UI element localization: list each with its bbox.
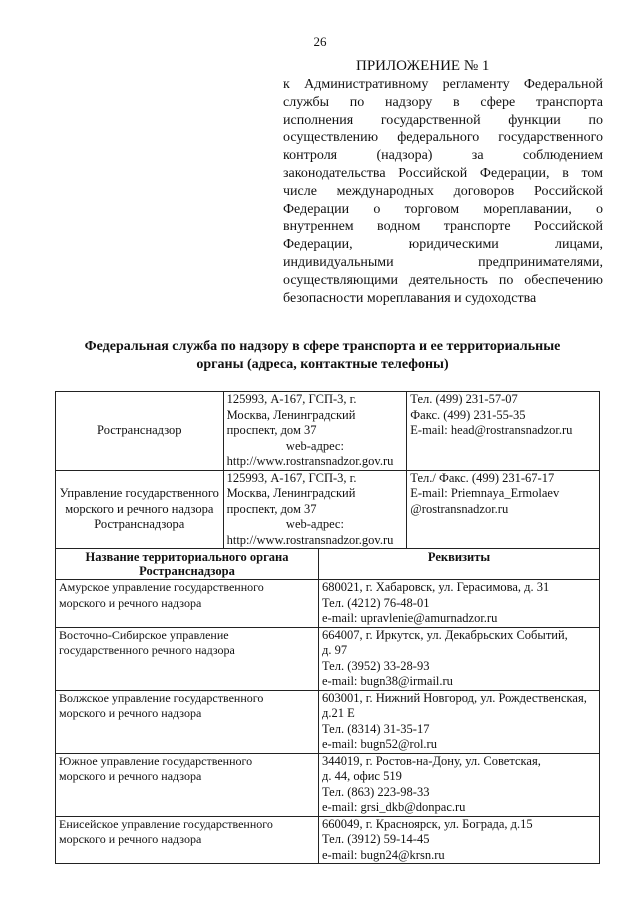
region-name (56, 627, 319, 690)
section-heading (40, 338, 605, 374)
appendix-line: Федерации о торговом мореплавании, о (283, 201, 603, 217)
appendix-line: службы по надзору в сфере транспорта (283, 94, 603, 110)
territorial-bodies-table (55, 548, 600, 864)
name-line: морского и речного надзора (59, 832, 202, 846)
region-name (56, 753, 319, 816)
name-line: морского и речного надзора (59, 706, 202, 720)
detail-line: Тел. (8314) 31-35-17 (322, 721, 430, 736)
appendix-line: к Административному регламенту Федеральной (283, 77, 603, 92)
table-row (56, 690, 600, 753)
region-name (56, 690, 319, 753)
name-line: государственного речного надзора (59, 643, 235, 657)
region-details (319, 627, 600, 690)
contact-line: E-mail: head@rostransnadzor.ru (410, 423, 573, 437)
detail-line: Тел. (4212) 76-48-01 (322, 595, 430, 610)
appendix-line: Федерации, юридическими лицами, (283, 237, 603, 253)
name-line: Южное управление государственного (59, 753, 253, 768)
agency-name (56, 470, 224, 549)
header-line: Ространснадзора (139, 564, 235, 578)
name-line: Управление государственного (59, 486, 219, 500)
detail-line: e-mail: bugn24@krsn.ru (322, 847, 445, 862)
contact-line: E-mail: Priemnaya_Ermolaev (410, 486, 560, 500)
agency-address (223, 392, 407, 471)
column-header-name (56, 549, 319, 580)
region-name (56, 816, 319, 864)
region-details (319, 580, 600, 628)
table-header-row (56, 549, 600, 580)
detail-line: д. 44, офис 519 (322, 769, 402, 783)
detail-line: 344019, г. Ростов-на-Дону, ул. Советская, (322, 753, 541, 768)
table-row (56, 470, 600, 549)
appendix-line: законодательства Российской Федерации, в том (283, 165, 603, 181)
name-line: морского и речного надзора (59, 595, 202, 610)
section-heading-line: Федеральная служба по надзору в сфере транспорта и ее территориальные (84, 339, 561, 354)
address-line: 125993, А-167, ГСП-3, г. (226, 392, 357, 406)
address-line: Москва, Ленинградский (226, 407, 356, 422)
column-header-details: Реквизиты (319, 549, 600, 580)
table-row (56, 753, 600, 816)
headquarters-table (55, 391, 600, 549)
web-label: web-адрес: (285, 517, 344, 531)
appendix-text (283, 76, 603, 307)
web-url: http://www.rostransnadzor.gov.ru (226, 532, 394, 547)
region-details (319, 816, 600, 864)
contact-line: Факс. (499) 231-55-35 (410, 407, 526, 422)
appendix-line: внутреннем водном транспорте Российской (283, 219, 603, 235)
agency-address (223, 470, 407, 549)
section-heading-line: органы (адреса, контактные телефоны) (196, 357, 449, 372)
name-line: Ространснадзора (94, 517, 185, 531)
appendix-line: осуществляющими деятельность по обеспечению (283, 272, 603, 288)
region-details (319, 690, 600, 753)
web-url: http://www.rostransnadzor.gov.ru (226, 454, 394, 468)
appendix-line: исполнения государственной функции по (283, 112, 603, 128)
name-line: морского и речного надзора (59, 769, 202, 783)
agency-name: Ространснадзор (56, 392, 224, 471)
address-line: проспект, дом 37 (226, 501, 317, 516)
region-name (56, 580, 319, 628)
detail-line: д.21 Е (322, 706, 355, 720)
address-line: Москва, Ленинградский (226, 486, 356, 500)
name-line: Амурское управление государственного (59, 580, 264, 594)
appendix-line: числе международных договоров Российской (283, 183, 603, 199)
name-line: Восточно-Сибирское управление (59, 627, 229, 642)
header-line: Название территориального органа (85, 550, 289, 564)
detail-line: e-mail: bugn38@irmail.ru (322, 674, 453, 688)
address-line: проспект, дом 37 (226, 423, 317, 437)
detail-line: д. 97 (322, 643, 348, 657)
page-number: 26 (313, 34, 327, 49)
detail-line: Тел. (3952) 33-28-93 (322, 658, 430, 673)
table-row (56, 816, 600, 864)
table-row (56, 627, 600, 690)
name-line: Волжское управление государственного (59, 690, 264, 705)
agency-contacts (407, 470, 600, 549)
name-line: морского и речного надзора (65, 501, 214, 516)
appendix-title: ПРИЛОЖЕНИЕ № 1 (356, 58, 490, 74)
table-row (56, 580, 600, 628)
table-row (56, 392, 600, 471)
detail-line: 664007, г. Иркутск, ул. Декабрьских Событий, (322, 627, 568, 642)
web-label: web-адрес: (285, 438, 344, 453)
name-line: Енисейское управление государственного (59, 816, 273, 831)
appendix-line: осуществлению федерального государственного (283, 130, 603, 146)
contact-line: @rostransnadzor.ru (410, 501, 509, 516)
address-line: 125993, А-167, ГСП-3, г. (226, 470, 357, 485)
region-details (319, 753, 600, 816)
detail-line: 660049, г. Красноярск, ул. Бограда, д.15 (322, 816, 533, 831)
detail-line: Тел. (3912) 59-14-45 (322, 832, 430, 846)
detail-line: Тел. (863) 223-98-33 (322, 784, 430, 799)
contact-line: Тел./ Факс. (499) 231-67-17 (410, 470, 555, 485)
detail-line: 603001, г. Нижний Новгород, ул. Рождественская, (322, 690, 587, 705)
appendix-line: безопасности мореплавания и судоходства (283, 290, 537, 306)
detail-line: e-mail: grsi_dkb@donpac.ru (322, 800, 466, 814)
detail-line: 680021, г. Хабаровск, ул. Герасимова, д. 31 (322, 580, 550, 594)
agency-contacts (407, 392, 600, 471)
detail-line: e-mail: bugn52@rol.ru (322, 737, 437, 751)
appendix-line: контроля (надзора) за соблюдением (283, 148, 603, 164)
appendix-line: индивидуальными предпринимателями, (283, 254, 603, 270)
contact-line: Тел. (499) 231-57-07 (410, 392, 518, 406)
detail-line: e-mail: upravlenie@amurnadzor.ru (322, 611, 498, 625)
